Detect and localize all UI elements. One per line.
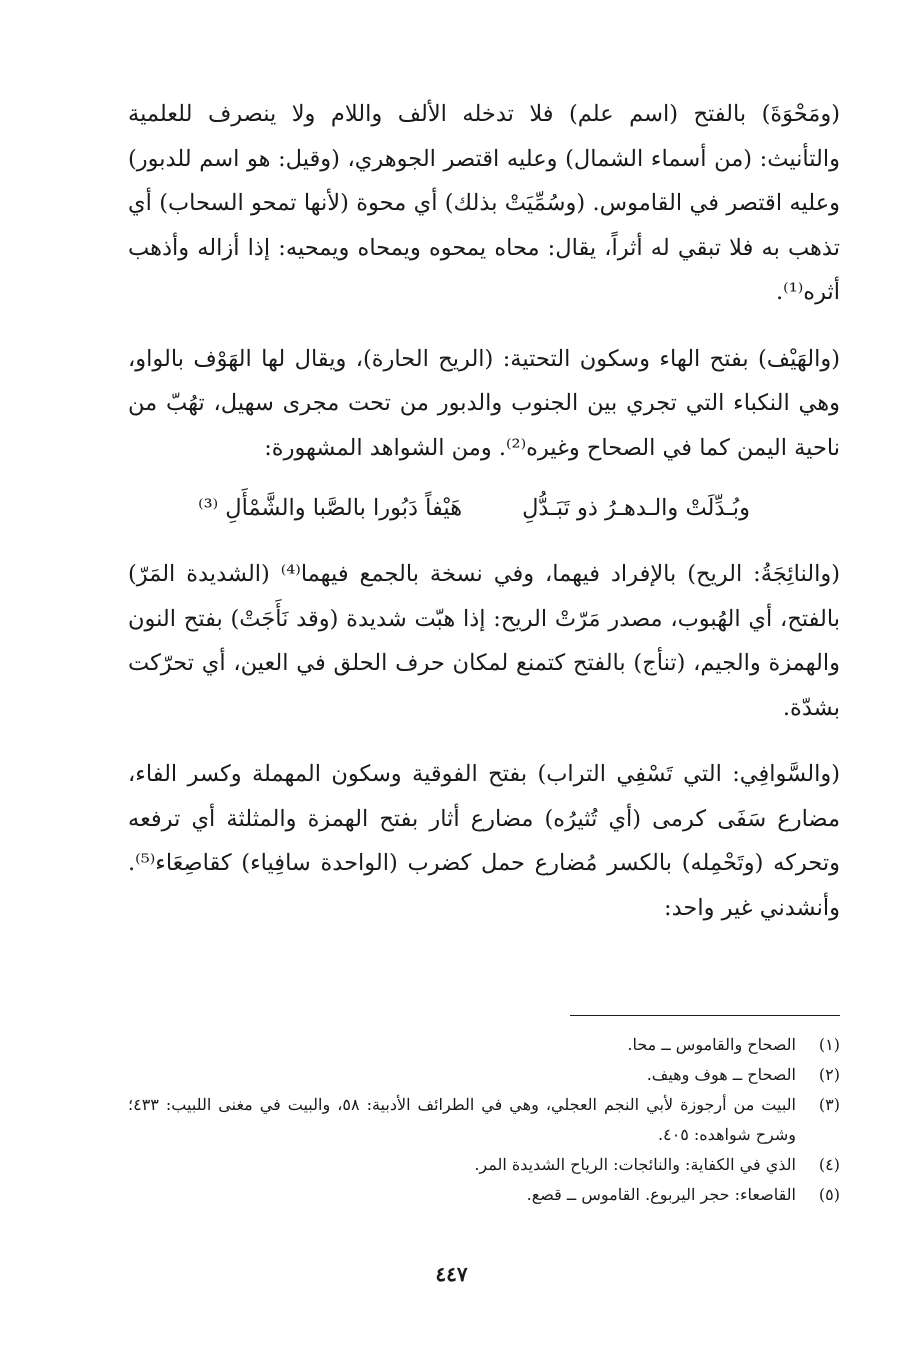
- footnote-item: [128, 1090, 840, 1150]
- footnote-text: الصحاح والقاموس ــ محا.: [627, 1035, 796, 1054]
- footnote-item: [128, 1150, 840, 1180]
- footnote-item: [128, 1180, 840, 1210]
- footnotes: [128, 1030, 840, 1210]
- footnote-item: [128, 1060, 840, 1090]
- footnote-text: الصحاح ــ هوف وهيف.: [646, 1065, 796, 1084]
- paragraph-sawafi: (والسَّوافِي: التي تَسْفِي التراب) بفتح الفوقية وسكون المهملة وكسر الفاء، مضارع سَفَى كرمى (أي تُثيرُه) مضارع أثار بفتح الهمزة والمثلثة أي ترفعه وتحركه (وتَحْمِله) بالكسر مُضارع حمل كضرب (الواحدة سافِياء) كقاصِعَاء⁽⁵⁾. وأنشدني غير واحد:: [128, 761, 840, 921]
- footnote-text: القاصعاء: حجر اليربوع. القاموس ــ قصع.: [526, 1185, 796, 1204]
- main-text: [128, 92, 840, 930]
- poetry-verse: [128, 486, 840, 530]
- paragraph-naija: (والنائِجَةُ: الريح) بالإفراد فيهما، وفي نسخة بالجمع فيهما⁽⁴⁾ (الشديدة المَرّ) بالفتح، أي الهُبوب، مصدر مَرّتْ الريح: إذا هبّت شديدة (وقد نَأَجَتْ) بفتح النون والهمزة والجيم، (تنأج) بالفتح كتمنع لمكان حرف الحلق في العين، أي تحرّكت بشدّة.: [128, 561, 840, 721]
- footnote-number: (٣): [818, 1095, 840, 1114]
- footnote-number: (١): [818, 1035, 840, 1054]
- footnote-number: (٥): [818, 1185, 840, 1204]
- paragraph-mahwa: (ومَحْوَةَ) بالفتح (اسم علم) فلا تدخله الألف واللام ولا ينصرف للعلمية والتأنيث: (من أسماء الشمال) وعليه اقتصر الجوهري، (وقيل: هو اسم للدبور) وعليه اقتصر في القاموس. (وسُمِّيَتْ بذلك) أي محوة (لأنها تمحو السحاب) أي تذهب به فلا تبقي له أثراً، يقال: محاه يمحوه ويمحاه ويمحيه: إذا أزاله وأذهب أثره⁽¹⁾.: [128, 101, 840, 305]
- footnote-text: الذي في الكفاية: والنائجات: الرياح الشديدة المر.: [474, 1155, 796, 1174]
- paragraph-hayf: (والهَيْف) بفتح الهاء وسكون التحتية: (الريح الحارة)، ويقال لها الهَوْف بالواو، وهي النكباء التي تجري بين الجنوب والدبور من تحت مجرى سهيل، تهُبّ من ناحية اليمن كما في الصحاح وغيره⁽²⁾. ومن الشواهد المشهورة:: [128, 345, 841, 461]
- verse-second-hemistich: هَيْفاً دَبُورا بالصَّبا والشَّمْأَلِ ⁽³⁾: [198, 495, 463, 521]
- footnote-number: (٤): [818, 1155, 840, 1174]
- footnote-number: (٢): [818, 1065, 840, 1084]
- footnote-item: [128, 1030, 840, 1060]
- footnote-text: البيت من أرجوزة لأبي النجم العجلي، وهي في الطرائف الأدبية: ٥٨، والبيت في مغنى اللبيب: ٤٣٣؛ وشرح شواهده: ٤٠٥.: [128, 1095, 796, 1144]
- page-number: ٤٤٧: [435, 1262, 468, 1286]
- footnote-divider: [570, 1015, 840, 1016]
- verse-first-hemistich: وبُـدِّلَتْ والـدهـرُ ذو تَبَـدُّلِ: [522, 495, 750, 521]
